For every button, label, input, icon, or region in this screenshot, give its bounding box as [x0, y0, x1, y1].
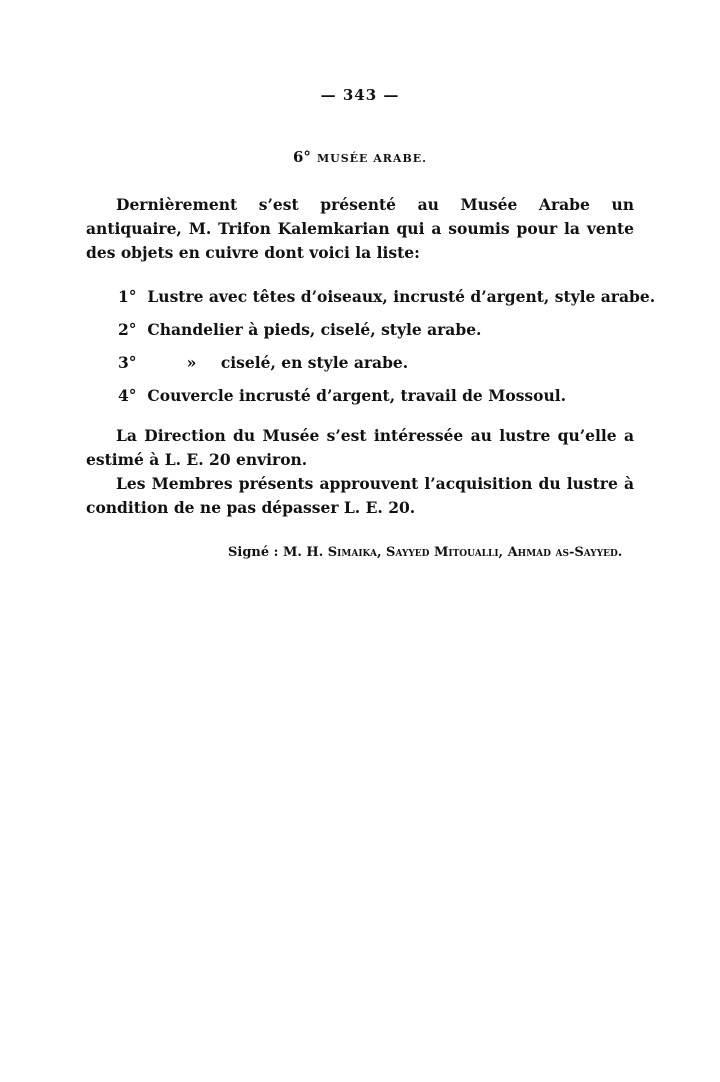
list-item [118, 313, 638, 346]
direction-paragraph: La Direction du Musée s’est intéressée au lustre qu’elle a estimé à L. E. 20 environ. [86, 426, 634, 469]
ditto-mark: » [186, 353, 197, 372]
members-paragraph: Les Membres présents approuvent l’acquisition du lustre à condition de ne pas dépasser L. E. 20. [86, 474, 634, 517]
list-text: Couvercle incrusté d’argent, travail de Mossoul. [147, 386, 567, 405]
list-item [118, 280, 656, 313]
page-number: — 343 — [320, 86, 400, 104]
list-marker: 1° [118, 287, 137, 306]
signature-label: Signé : M. H. [228, 545, 324, 560]
section-heading [0, 148, 720, 166]
list-marker: 3° [118, 353, 137, 372]
intro-paragraph: Dernièrement s’est présenté au Musée Arabe un antiquaire, M. Trifon Kalemkarian qui a soumis pour la vente des objets en cuivre dont voici la liste: [86, 195, 634, 262]
signature-names: Simaika, Sayyed Mitoualli, Ahmad as-Sayyed. [327, 545, 623, 560]
signature-line [228, 545, 622, 560]
list-marker: 4° [118, 386, 137, 405]
section-title: MUSÉE ARABE. [316, 152, 427, 165]
list-text: ciselé, en style arabe. [220, 353, 409, 372]
list-text: Chandelier à pieds, ciselé, style arabe. [147, 320, 482, 339]
list-item [118, 379, 638, 412]
list-item [118, 346, 638, 379]
list-text: Lustre avec têtes d’oiseaux, incrusté d’argent, style arabe. [147, 287, 656, 306]
section-number: 6° [293, 148, 311, 166]
object-list [118, 280, 656, 412]
list-marker: 2° [118, 320, 137, 339]
